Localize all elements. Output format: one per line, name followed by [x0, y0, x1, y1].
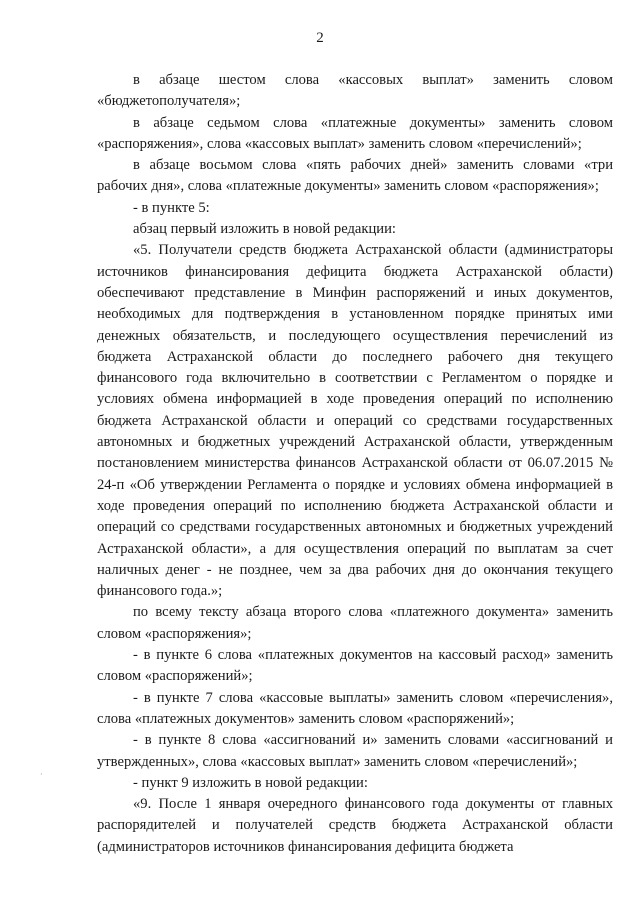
- paragraph: в абзаце шестом слова «кассовых выплат» заменить словом «бюджетополучателя»;: [97, 72, 613, 110]
- paragraph: - в пункте 7 слова «кассовые выплаты» заменить словом «перечисления», слова «платежных документов» заменить словом «распоряжений»;: [97, 689, 613, 727]
- paragraph: по всему тексту абзаца второго слова «платежного документа» заменить словом «распоряжения»;: [97, 604, 613, 642]
- paragraph: в абзаце седьмом слова «платежные документы» заменить словом «распоряжения», слова «кассовых выплат» заменить словом «перечислений»;: [97, 114, 613, 152]
- paragraph: «5. Получатели средств бюджета Астраханской области (администраторы источников финансирования дефицита бюджета Астраханской области) обеспечивают представление в Минфин распоряжений и иных документов, необходимых для подтверждения в установленном порядке принятых ими денежных обязательств, и последующего осуществления перечислений из бюджета Астраханской области до последнего рабочего дня текущего финансового года включительно в соответствии с Регламентом о порядке и условиях обмена информацией в ходе проведения операций по исполнению бюджета Астраханской области и операций со средствами государственных автономных и бюджетных учреждений Астраханской области, утвержденным постановлением министерства финансов Астраханской области от 06.07.2015 № 24-п «Об утверждении Регламента о порядке и условиях обмена информацией в ходе проведения операций по исполнению бюджета Астраханской области и операций со средствами государственных автономных и бюджетных учреждений Астраханской области», а для осуществления операций по выплатам за счет наличных денег - не позднее, чем за два рабочих дня до окончания текущего финансового года.»;: [97, 242, 613, 600]
- paragraph: - пункт 9 изложить в новой редакции:: [133, 774, 368, 791]
- paragraph: «9. После 1 января очередного финансового года документы от главных распорядителей и получателей средств бюджета Астраханской области (администраторов источников финансирования дефицита бюджета: [97, 796, 613, 855]
- paragraph: в абзаце восьмом слова «пять рабочих дней» заменить словами «три рабочих дня», слова «платежные документы» заменить словом «распоряжения»;: [97, 157, 613, 195]
- margin-mark: ·: [40, 770, 43, 779]
- document-body: [97, 70, 613, 858]
- paragraph: абзац первый изложить в новой редакции:: [133, 221, 396, 238]
- paragraph: - в пункте 8 слова «ассигнований и» заменить словами «ассигнований и утвержденных», слова «кассовых выплат» заменить словом «перечислений»;: [97, 732, 613, 770]
- page-number: 2: [316, 30, 324, 46]
- paragraph: - в пункте 5:: [133, 199, 210, 216]
- paragraph: - в пункте 6 слова «платежных документов на кассовый расход» заменить словом «распоряжений»;: [97, 647, 613, 685]
